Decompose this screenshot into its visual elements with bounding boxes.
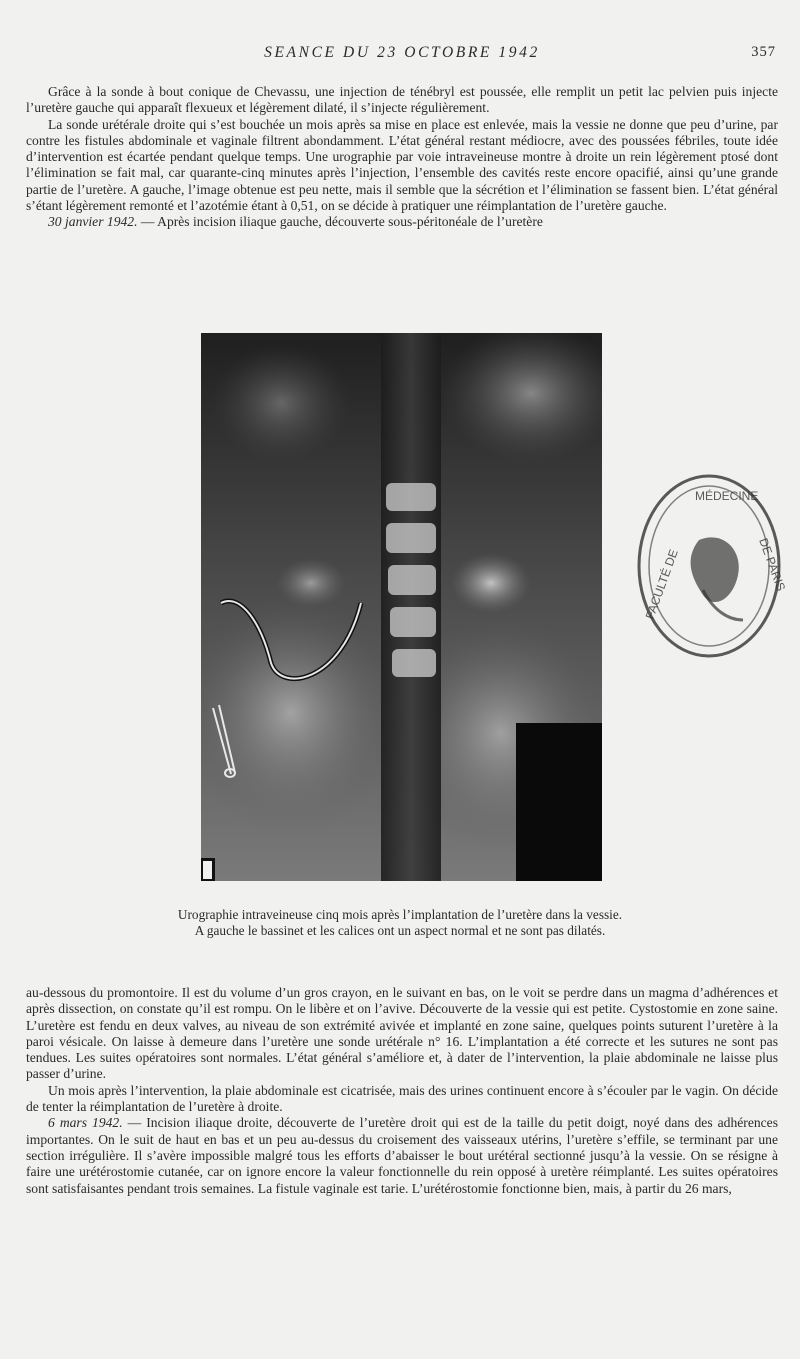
svg-text:MÉDECINE: MÉDECINE [695,489,759,503]
caption-line-2: A gauche le bassinet et les calices ont un aspect normal et ne sont pas dilatés. [194,923,606,938]
date-30-janvier: 30 janvier 1942. [48,214,138,230]
xray-figure [201,333,602,881]
caption-line-1: Urographie intraveineuse cinq mois après l’implantation de l’uretère dans la vessie. [177,907,623,922]
top-text-block [26,84,778,231]
running-header [26,44,778,66]
paragraph-3 [26,214,778,230]
stamp-seal-icon [633,470,785,662]
paragraph-5: Un mois après l’intervention, la plaie abdominale est cicatrisée, mais des urines continuent encore à s’écouler par le vagin. On décide de tenter la réimplantation de l’uretère à droite. [26,1082,778,1115]
date-6-mars: 6 mars 1942. [48,1115,123,1131]
bottom-text-block [26,985,778,1197]
paragraph-4: au-dessous du promontoire. Il est du volume d’un gros crayon, en le suivant en bas, on le voit se perdre dans un magma d’adhérences et après dissection, on constate qu’il est rompu. On le libère et on l’avive. Découverte de la vessie qui est petite. Cystostomie en zone saine. L’uretère est fendu en deux valves, au niveau de son extrémité avivée et implanté en zone saine, quelques points suturent l’uretère à la paroi vésicale. On laisse à demeure dans l’uretère une sonde urétérale n° 16. L’implantation a été correcte et les sutures ne sont pas tendues. Les suites opératoires sont normales. L’état général s’améliore et, à dater de l’intervention, la plaie abdominale ne laisse plus passer d’urine. [26,985,778,1082]
figure-caption [60,907,740,939]
svg-text:DE PARIS: DE PARIS [756,536,785,593]
paragraph-3-text: — Après incision iliaque gauche, découverte sous-péritonéale de l’uretère [137,214,543,230]
page-number: 357 [751,44,776,60]
paragraph-6-text: — Incision iliaque droite, découverte de l’uretère droit qui est de la taille du petit doigt, noyé dans des adhérences importantes. On le suit de haut en bas et un peu au-dessus du croisement des vaisseaux utérins, l’uretère s’effile, se terminant par une section irrégulière. Il s’avère impossible malgré tous les efforts d’abaisser le bout urétéral sectionné jusqu’à la vessie. On se résigne à faire une urétérostomie cutanée, car on ignore encore la valeur fonctionnelle du rein opposé à uretère réimplanté. Les suites opératoires sont satisfaisantes pendant trois semaines. La fistule vaginale est tarie. L’urétérostomie fonctionne bien, mais, à partir du 26 mars, [26,1115,779,1196]
paragraph-6 [26,1115,778,1196]
header-title: SEANCE DU 23 OCTOBRE 1942 [264,44,540,61]
svg-text:FACULTÉ DE: FACULTÉ DE [642,547,681,622]
xray-image [201,333,602,881]
paragraph-2: La sonde urétérale droite qui s’est bouchée un mois après sa mise en place est enlevée, mais la vessie ne donne que peu d’urine, par contre les fistules abdominale et vaginale filtrent abondamment. L’état général restant médiocre, avec des poussées fébriles, toute idée d’intervention est écartée pendant quelque temps. Une urographie par voie intraveineuse montre à droite un rein légèrement ptosé dont l’élimination se fait mal, car quarante-cinq minutes après l’injection, l’ensemble des cavités reste encore opacifié, ainsi qu’une grande partie de l’uretère. A gauche, l’image obtenue est peu nette, mais il semble que la sécrétion et l’élimination se fassent bien. L’état général s’étant légèrement remonté et l’azotémie étant à 0,51, on se décide à pratiquer une réimplantation de l’uretère gauche. [26,116,778,214]
paragraph-1: Grâce à la sonde à bout conique de Chevassu, une injection de ténébryl est poussée, elle remplit un petit lac pelvien puis injecte l’uretère gauche qui apparaît flexueux et légèrement dilaté, il s’injecte régulièrement. [26,84,778,116]
library-stamp [633,470,785,662]
